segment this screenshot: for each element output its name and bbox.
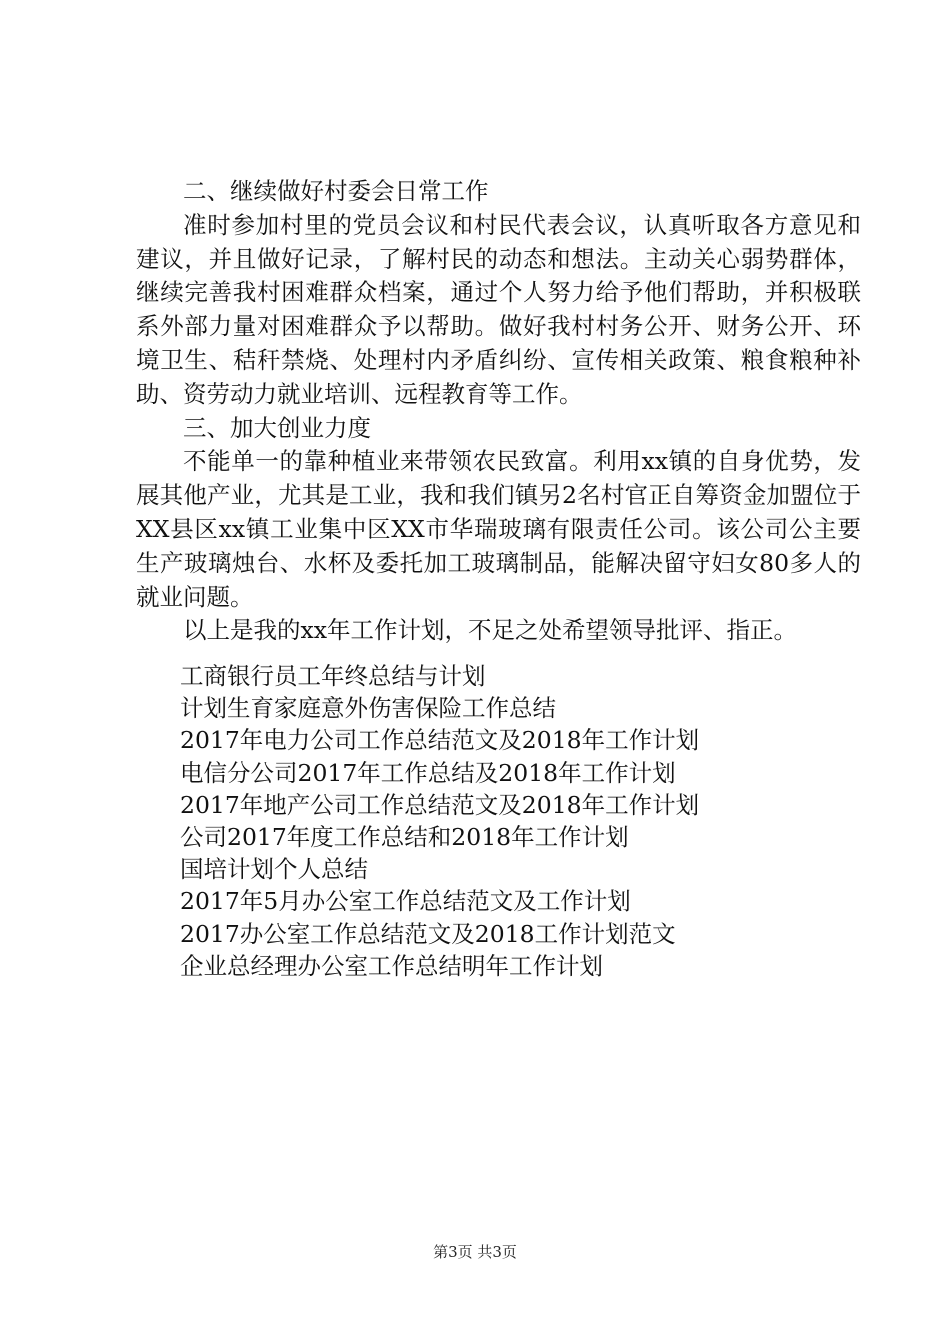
related-link[interactable]: 2017年电力公司工作总结范文及2018年工作计划 [180,726,700,755]
related-link[interactable]: 工商银行员工年终总结与计划 [180,662,486,690]
related-articles-list [180,660,880,982]
related-link[interactable]: 国培计划个人总结 [180,855,368,884]
related-link[interactable]: 计划生育家庭意外伤害保险工作总结 [180,694,556,723]
section-heading-entrepreneurship: 三、加大创业力度 [183,413,371,442]
document-body [136,175,861,648]
related-link[interactable]: 电信分公司2017年工作总结及2018年工作计划 [180,758,676,787]
paragraph-routine-work: 准时参加村里的党员会议和村民代表会议，认真听取各方意见和建议，并且做好记录，了解村民的动态和想法。主动关心弱势群体，继续完善我村困难群众档案，通过个人努力给予他们帮助，并积极联系外部力量对困难群众予以帮助。做好我村村务公开、财务公开、环境卫生、秸秆禁烧、处理村内矛盾纠纷、宣传相关政策、粮食粮种补助、资劳动力就业培训、远程教育等工作。 [136,210,861,408]
page-number-footer: 第3页 共3页 [433,1243,517,1261]
related-link[interactable]: 企业总经理办公室工作总结明年工作计划 [180,951,603,980]
paragraph-entrepreneurship: 不能单一的靠种植业来带领农民致富。利用xx镇的自身优势，发展其他产业，尤其是工业，我和我们镇另2名村官正自筹资金加盟位于XX县区xx镇工业集中区XX市华瑞玻璃有限责任公司。该公司公主要生产玻璃烛台、水杯及委托加工玻璃制品，能解决留守妇女80多人的就业问题。 [136,447,861,611]
related-link[interactable]: 2017办公室工作总结范文及2018工作计划范文 [180,919,676,948]
related-link[interactable]: 公司2017年度工作总结和2018年工作计划 [180,823,629,852]
related-link[interactable]: 2017年地产公司工作总结范文及2018年工作计划 [180,790,700,819]
paragraph-closing: 以上是我的xx年工作计划，不足之处希望领导批评、指正。 [183,616,798,645]
section-heading-routine-work: 二、继续做好村委会日常工作 [183,177,489,205]
related-link[interactable]: 2017年5月办公室工作总结范文及工作计划 [180,887,631,916]
